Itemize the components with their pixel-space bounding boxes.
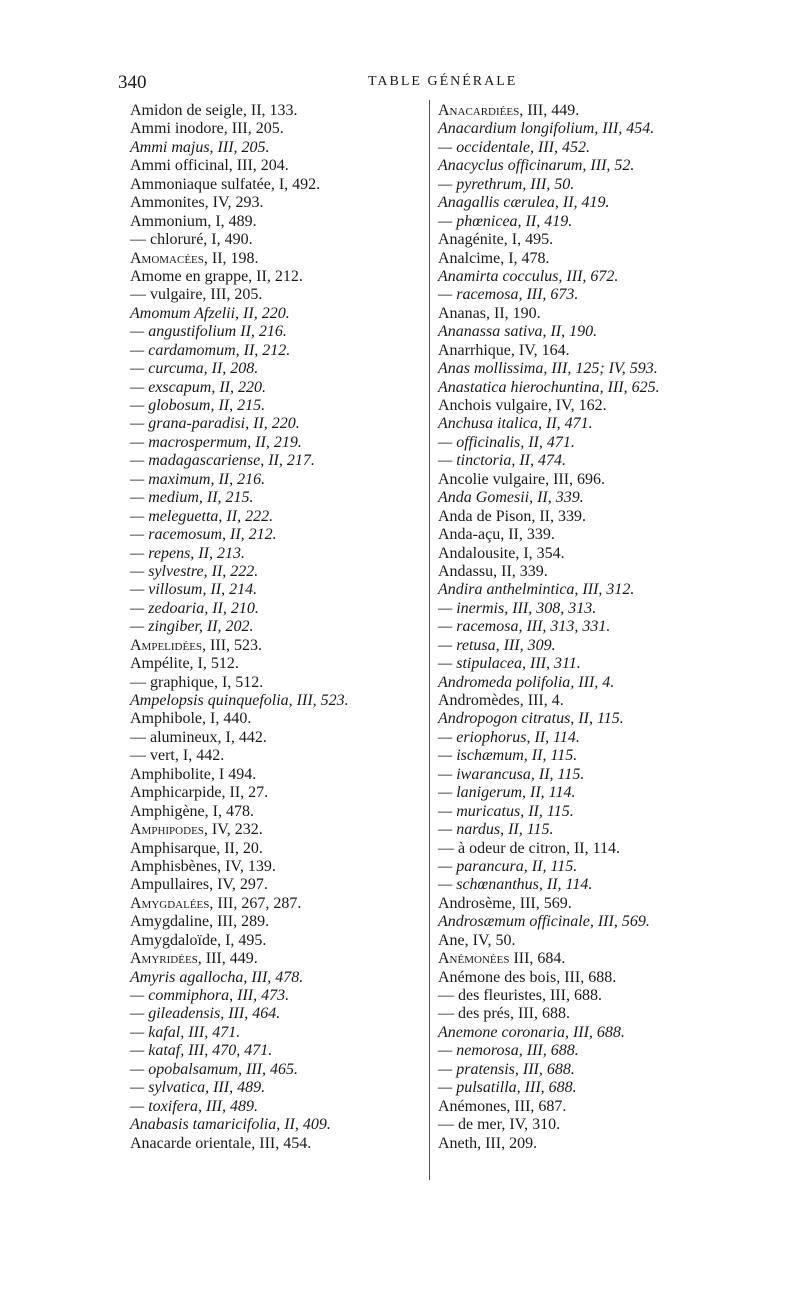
index-entry: Anacarde orientale, III, 454. [130, 1134, 312, 1152]
index-entry: Anamirta cocculus, III, 672. [438, 267, 619, 285]
index-entry: — medium, II, 215. [130, 489, 254, 507]
index-entry: — racemosa, III, 673. [438, 286, 579, 304]
index-entry: — ischæmum, II, 115. [438, 747, 578, 765]
index-entry: Amyris agallocha, III, 478. [130, 968, 304, 986]
index-entry: Andromeda polifolia, III, 4. [438, 673, 615, 691]
index-entry: Andropogon citratus, II, 115. [438, 710, 624, 728]
index-entry: — muricatus, II, 115. [438, 802, 574, 820]
index-entry: — retusa, III, 309. [438, 636, 556, 654]
column-divider [429, 100, 430, 1180]
index-entry: — commiphora, III, 473. [130, 987, 290, 1004]
index-entry: Ammi majus, III, 205. [130, 138, 270, 156]
index-entry: Anagallis cærulea, II, 419. [438, 194, 610, 212]
index-entry: Ampelidées, III, 523. [130, 636, 263, 654]
index-entry: Aneth, III, 209. [438, 1134, 538, 1152]
index-entry: Ammi inodore, III, 205. [130, 120, 284, 138]
index-entry: Amygdalées, III, 267, 287. [130, 894, 302, 912]
index-entry: Analcime, I, 478. [438, 249, 550, 267]
index-entry: — officinalis, II, 471. [438, 433, 575, 451]
index-entry: — vert, I, 442. [130, 747, 225, 765]
index-entry: — cardamomum, II, 212. [130, 341, 291, 359]
index-entry: — occidentale, III, 452. [438, 138, 590, 156]
page-number: 340 [118, 72, 147, 93]
index-entry: Anagénite, I, 495. [438, 231, 554, 249]
index-entry: Anémonées III, 684. [438, 950, 566, 968]
index-entry: Anda de Pison, II, 339. [438, 507, 586, 525]
index-entry: Anémones, III, 687. [438, 1097, 567, 1115]
index-entry: — nardus, II, 115. [438, 821, 554, 839]
index-entry: Amome en grappe, II, 212. [130, 267, 303, 285]
index-entry: — tinctoria, II, 474. [438, 452, 566, 470]
index-entry: — à odeur de citron, II, 114. [438, 839, 621, 857]
index-entry: Anémone des bois, III, 688. [438, 968, 617, 986]
index-entry: — toxifera, III, 489. [130, 1097, 258, 1115]
index-entry: — nemorosa, III, 688. [438, 1042, 579, 1060]
index-entry: — maximum, II, 216. [130, 470, 266, 488]
index-entry: — meleguetta, II, 222. [130, 507, 274, 525]
index-entry: Ampullaires, IV, 297. [130, 876, 268, 894]
index-entry: Ammonium, I, 489. [130, 212, 257, 230]
index-entry: Andromèdes, III, 4. [438, 692, 564, 709]
running-title: TABLE GÉNÉRALE [368, 74, 518, 89]
index-entry: Amomacées, II, 198. [130, 249, 259, 267]
index-entry: — des fleuristes, III, 688. [438, 987, 602, 1004]
index-entry: — globosum, II, 215. [130, 397, 266, 414]
index-entry: — chloruré, I, 490. [130, 231, 253, 249]
index-entry: — phœnicea, II, 419. [438, 212, 573, 230]
index-entry: — sylvatica, III, 489. [130, 1079, 266, 1097]
index-entry: Ampélite, I, 512. [130, 655, 239, 673]
index-entry: Ananas, II, 190. [438, 304, 541, 322]
index-entry: Amphisarque, II, 20. [130, 839, 263, 857]
index-entry: — stipulacea, III, 311. [438, 655, 581, 673]
index-entry: Amidon de seigle, II, 133. [130, 102, 298, 119]
index-entry: — pyrethrum, III, 50. [438, 175, 575, 193]
index-entry: — sylvestre, II, 222. [130, 562, 259, 580]
index-entry: Androsæmum officinale, III, 569. [438, 913, 650, 931]
index-entry: Amomum Afzelii, II, 220. [130, 304, 290, 322]
index-entry: — macrospermum, II, 219. [130, 433, 302, 451]
index-entry: — iwarancusa, II, 115. [438, 765, 585, 783]
index-entry: — parancura, II, 115. [438, 857, 578, 875]
index-entry: Amyridées, III, 449. [130, 950, 258, 968]
index-entry: — racemosa, III, 313, 331. [438, 618, 611, 636]
index-entry: — de mer, IV, 310. [438, 1116, 561, 1134]
index-entry: Anacardium longifolium, III, 454. [438, 120, 655, 138]
index-entry: — lanigerum, II, 114. [438, 784, 576, 802]
index-entry: Andalousite, I, 354. [438, 544, 565, 562]
index-entry: — eriophorus, II, 114. [438, 728, 580, 746]
index-entry: Amphisbènes, IV, 139. [130, 857, 276, 875]
index-entry: Ammi officinal, III, 204. [130, 157, 289, 175]
index-entry: Anastatica hierochuntina, III, 625. [438, 378, 660, 396]
index-entry: — graphique, I, 512. [130, 673, 264, 691]
index-entry: Andira anthelmintica, III, 312. [438, 581, 635, 599]
index-entry: Anemone coronaria, III, 688. [438, 1023, 625, 1041]
index-entry: — madagascariense, II, 217. [130, 452, 315, 470]
index-entry: — des prés, III, 688. [438, 1005, 570, 1023]
index-entry: — vulgaire, III, 205. [130, 286, 263, 304]
index-entry: — angustifolium II, 216. [130, 323, 287, 341]
index-entry: — kataf, III, 470, 471. [130, 1042, 273, 1060]
index-entry: Anarrhique, IV, 164. [438, 341, 570, 359]
index-entry: — curcuma, II, 208. [130, 360, 259, 378]
index-entry: Anabasis tamaricifolia, II, 409. [130, 1116, 331, 1134]
index-entry: — exscapum, II, 220. [130, 378, 266, 396]
index-entry: Ancolie vulgaire, III, 696. [438, 470, 606, 488]
index-entry: — grana-paradisi, II, 220. [130, 415, 300, 433]
index-entry: — repens, II, 213. [130, 544, 245, 562]
index-entry: — pratensis, III, 688. [438, 1060, 575, 1078]
index-entry: Androsème, III, 569. [438, 894, 572, 912]
index-entry: — inermis, III, 308, 313. [438, 599, 597, 617]
index-entry: Ammoniaque sulfatée, I, 492. [130, 175, 321, 193]
index-entry: Amygdaloïde, I, 495. [130, 931, 267, 949]
index-entry: — schœnanthus, II, 114. [438, 876, 593, 894]
index-entry: — pulsatilla, III, 688. [438, 1079, 577, 1097]
index-entry: Ane, IV, 50. [438, 931, 516, 949]
index-entry: Anas mollissima, III, 125; IV, 593. [438, 360, 658, 378]
index-entry: Amphigène, I, 478. [130, 802, 254, 820]
index-entry: Ampelopsis quinquefolia, III, 523. [130, 692, 349, 709]
index-entry: — zingiber, II, 202. [130, 618, 254, 636]
index-entry: Anacyclus officinarum, III, 52. [438, 157, 635, 175]
index-entry: Anchois vulgaire, IV, 162. [438, 397, 607, 414]
index-entry: Ananassa sativa, II, 190. [438, 323, 598, 341]
index-entry: — gileadensis, III, 464. [130, 1005, 281, 1023]
index-entry: — racemosum, II, 212. [130, 526, 277, 544]
index-column-left [130, 102, 390, 1153]
index-entry: Andassu, II, 339. [438, 562, 548, 580]
index-column-right [438, 102, 768, 1153]
index-entry: Anchusa italica, II, 471. [438, 415, 593, 433]
index-entry: Ammonites, IV, 293. [130, 194, 264, 212]
index-entry: Anda-açu, II, 339. [438, 526, 555, 544]
index-entry: Anacardiées, III, 449. [438, 102, 580, 119]
index-entry: — kafal, III, 471. [130, 1023, 241, 1041]
index-entry: — villosum, II, 214. [130, 581, 258, 599]
index-entry: — zedoaria, II, 210. [130, 599, 259, 617]
index-entry: Amygdaline, III, 289. [130, 913, 270, 931]
index-entry: Amphicarpide, II, 27. [130, 784, 269, 802]
index-entry: Amphibolite, I 494. [130, 765, 257, 783]
index-entry: — opobalsamum, III, 465. [130, 1060, 298, 1078]
page-header [118, 72, 708, 96]
index-entry: — alumineux, I, 442. [130, 728, 267, 746]
index-entry: Amphipodes, IV, 232. [130, 821, 263, 839]
index-entry: Amphibole, I, 440. [130, 710, 252, 728]
index-entry: Anda Gomesii, II, 339. [438, 489, 584, 507]
